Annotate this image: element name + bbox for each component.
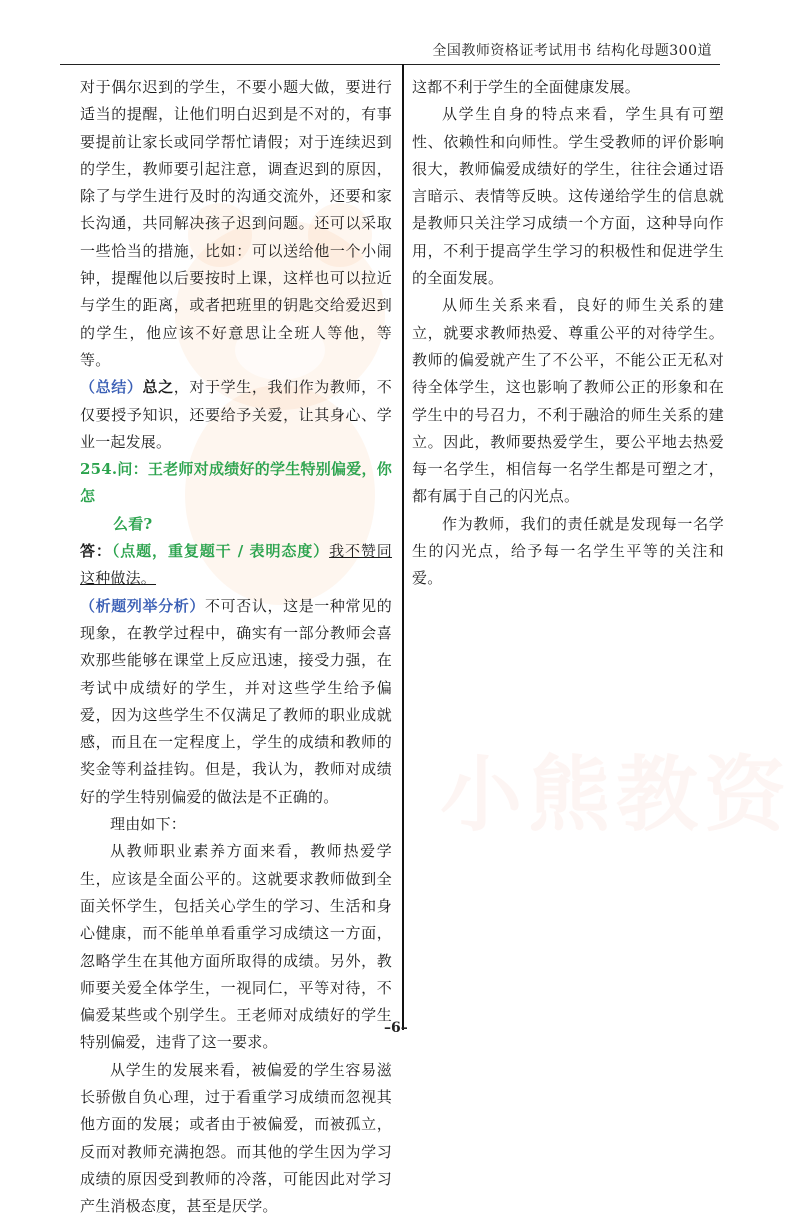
question-254	[80, 456, 392, 511]
right-column	[412, 74, 724, 593]
summary-paragraph	[80, 374, 392, 456]
analysis-label: （析题列举分析）	[80, 596, 205, 615]
header-title: 全国教师资格证考试用书 结构化母题300道	[432, 43, 712, 59]
answer-prefix: 答：	[80, 542, 112, 561]
analysis-text: 不可否认，这是一种常见的现象，在教学过程中，确实有一部分教师会喜欢那些能够在课堂上反应迅速，接受力强，在考试中成绩好的学生，并对这些学生给予偏爱，因为这些学生不仅满足了教师的职业成就感，而且在一定程度上，学生的成绩和教师的奖金等利益挂钩。但是，我认为，教师对成绩好的学生特别偏爱的做法是不正确的。	[80, 596, 392, 806]
analysis-paragraph	[80, 593, 392, 811]
paragraph-student-traits: 从学生自身的特点来看，学生具有可塑性、依赖性和向师性。学生受教师的评价影响很大，教师偏爱成绩好的学生，往往会通过语言暗示、表情等反映。这传递给学生的信息就是教师只关注学习成绩一个方面，这种导向作用，不利于提高学生学习的积极性和促进学生的全面发展。	[412, 105, 724, 288]
answer-paragraph	[80, 538, 392, 593]
question-line-2: 么看?	[113, 514, 153, 533]
summary-label: （总结）	[80, 378, 143, 397]
paragraph-late-students: 对于偶尔迟到的学生，不要小题大做，要进行适当的提醒，让他们明白迟到是不对的，有事要提前让家长或同学帮忙请假；对于连续迟到的学生，教师要引起注意，调查迟到的原因，除了与学生进行及时的沟通交流外，还要和家长沟通，共同解决孩子迟到问题。还可以采取一些恰当的措施，比如：可以送给他一个小闹钟，提醒他以后要按时上课，这样也可以拉近与学生的距离，或者把班里的钥匙交给爱迟到的学生，他应该不好意思让全班人等他，等等。	[80, 78, 392, 369]
answer-label: （点题，重复题干 / 表明态度）	[111, 542, 330, 561]
question-line-1: 254.问：王老师对成绩好的学生特别偏爱，你怎	[80, 460, 392, 506]
paragraph-student-development: 从学生的发展来看，被偏爱的学生容易滋长骄傲自负心理，过于看重学习成绩而忽视其他方面的发展；或者由于被偏爱，而被孤立，反而对教师充满抱怨。而其他的学生因为学习成绩的原因受到教师的冷落，可能因此对学习产生消极态度，甚至是厌学。	[80, 1060, 392, 1216]
paragraph-professional-ethics: 从教师职业素养方面来看，教师热爱学生，应该是全面公平的。这就要求教师做到全面关怀学生，包括关心学生的学习、生活和身心健康，而不能单单看重学习成绩这一方面，忽略学生在其他方面所取得的成绩。另外，教师要关爱全体学生，一视同仁，平等对待，不偏爱某些或个别学生。王老师对成绩好的学生特别偏爱，违背了这一要求。	[80, 842, 392, 1052]
page-number: –6–	[384, 1020, 408, 1036]
page-header	[60, 34, 720, 65]
summary-keyword: 总之	[142, 378, 174, 397]
paragraph-teacher-student-relationship: 从师生关系来看，良好的师生关系的建立，就要求教师热爱、尊重公平的对待学生。教师的偏爱就产生了不公平，不能公正无私对待全体学生，这也影响了教师公正的形象和在学生中的号召力，不利于融洽的师生关系的建立。因此，教师要热爱学生，要公平地去热爱每一名学生，相信每一名学生都是可塑之才，都有属于自己的闪光点。	[412, 296, 724, 506]
paragraph-continuation: 这都不利于学生的全面健康发展。	[412, 78, 641, 96]
left-column	[80, 74, 392, 1220]
summary-text: ，对于学生，我们作为教师，不仅要授予知识，还要给予关爱，让其身心、学业一起发展。	[80, 378, 392, 451]
reasons-intro: 理由如下：	[110, 815, 187, 834]
question-254-cont	[80, 511, 392, 538]
answer-statement: 我不赞同这种做法。	[80, 542, 393, 588]
paragraph-teacher-responsibility: 作为教师，我们的责任就是发现每一名学生的闪光点，给予每一名学生平等的关注和爱。	[412, 514, 724, 588]
brand-watermark: 小熊教资	[440, 748, 793, 843]
column-divider	[402, 64, 404, 1030]
